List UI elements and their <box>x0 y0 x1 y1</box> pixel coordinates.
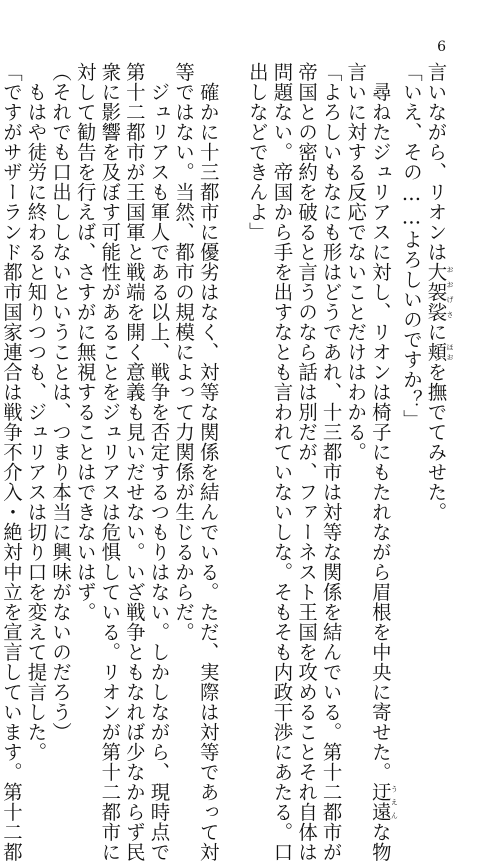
text-line-2: 「いえ、その……よろしいのですか？」 <box>399 62 423 430</box>
text-line-4: 言いに対する反応でないことだけはわかる。 <box>344 62 368 462</box>
text-line-15: 対して勧告を行えば、さすがに無視することはできないはず。 <box>73 62 97 622</box>
ruby-hoo-reading: ほお <box>446 342 454 362</box>
vertical-text-block <box>0 62 454 862</box>
text-line-14: 衆に影響を及ぼす可能性があることをジュリアスは危惧している。リオンが第十二都市に <box>98 62 122 862</box>
text-line-12: ジュリアスも軍人である以上、戦争を否定するつもりはない。しかしながら、現時点で <box>147 62 171 862</box>
text-line-1-before: 言いながら、リオンは <box>424 62 448 262</box>
ruby-uen: 迂遠うえん <box>368 782 399 822</box>
text-line-18: 「ですがサザーランド都市国家連合は戦争不介入・絶対中立を宣言しています。第十二都 <box>0 62 23 862</box>
ruby-ogesa: 大袈裟おおげさ <box>424 262 454 322</box>
text-line-8: 出しなどできんよ」 <box>245 62 269 242</box>
ruby-uen-reading: うえん <box>390 782 399 822</box>
text-line-3-before: 尋ねたジュリアスに対し、リオンは椅子にもたれながら眉根を中央に寄せた。 <box>368 62 392 782</box>
text-line-3-after: な物 <box>368 822 392 862</box>
text-line-3 <box>367 62 399 862</box>
text-line-13: 第十二都市が王国軍と戦端を開く意義も見いだせない。いざ戦争ともなれば少なからず民 <box>122 62 146 862</box>
text-line-5: 「よろしいもなにも形はどうであれ、十三都市は対等な関係を結んでいる。第十二都市が <box>319 62 343 862</box>
ruby-hoo: 頬ほお <box>424 342 454 362</box>
text-line-1 <box>423 62 454 662</box>
text-line-10: 確かに十三都市に優劣はなく、対等な関係を結んでいる。ただ、実際は対等であって対 <box>196 62 220 862</box>
text-line-17: もはや徒労に終わると知りつつも、ジュリアスは切り口を変えて提言した。 <box>24 62 48 762</box>
text-line-11: 等ではない。当然、都市の規模によって力関係が生じるからだ。 <box>172 62 196 642</box>
text-line-1-after: を撫でてみせた。 <box>424 362 448 522</box>
text-line-16: （それでも口出ししないということは、つまり本当に興味がないのだろう） <box>49 62 73 742</box>
page-number: 6 <box>437 39 446 55</box>
text-line-1-mid: に <box>424 322 448 342</box>
text-line-7: 問題ない。帝国から手を出すなとも言われていないしな。そもそも内政干渉にあたる。口 <box>270 62 294 862</box>
text-line-6: 帝国との密約を破ると言うのなら話は別だが、ファーネスト王国を攻めることそれ自体は <box>295 62 319 862</box>
ruby-ogesa-reading: おおげさ <box>446 262 454 322</box>
